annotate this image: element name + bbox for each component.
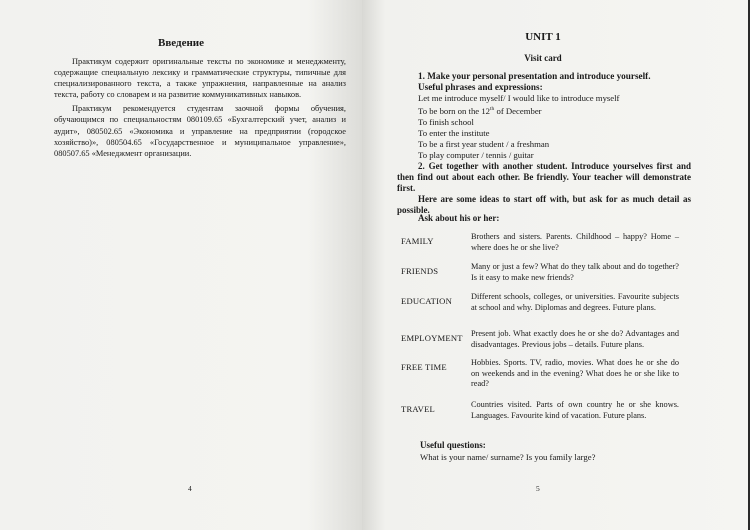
task-2-heading: 2. Get together with another student. Introduce yourselves first and then find out about each other. Be friendly. Your teacher will demonstrate first. — [397, 161, 691, 194]
topic-description: Brothers and sisters. Parents. Childhood – happy? Home – where does he or she live? — [471, 232, 679, 252]
task-2 — [397, 161, 691, 216]
task-1-heading: 1. Make your personal presentation and introduce yourself. — [418, 71, 651, 81]
unit-title: UNIT 1 — [525, 31, 561, 43]
page-number: 4 — [188, 484, 192, 493]
phrase-item: To enter the institute — [418, 127, 490, 138]
ask-about-heading: Ask about his or her: — [418, 213, 500, 223]
phrase-item: To play computer / tennis / guitar — [418, 149, 534, 160]
phrases-heading: Useful phrases and expressions: — [418, 82, 543, 92]
intro-paragraph: Практикум рекомендуется студентам заочной формы обучения, обучающимся по специальностям 080109.65 «Бухгалтерский учет, анализ и аудит», 080502.65 «Экономика и управление на предприятии (городское хозяйство)», 080504.65 «Государственное и муниципальное управление», 080507.65 «Менеджмент организации. — [54, 104, 346, 158]
topic-description: Different schools, colleges, or universities. Favourite subjects at school and why. Diplomas and degrees. Future plans. — [471, 292, 679, 312]
phrase-item: To be a first year student / a freshman — [418, 138, 550, 149]
topic-label: FAMILY — [401, 236, 434, 246]
topic-label: FRIENDS — [401, 266, 439, 276]
topic-label: EDUCATION — [401, 296, 452, 306]
ideas-text: Here are some ideas to start off with, but ask for as much detail as possible. — [397, 194, 691, 216]
topic-label: TRAVEL — [401, 404, 435, 414]
page-number: 5 — [536, 484, 540, 493]
topic-label: EMPLOYMENT — [401, 333, 463, 343]
topic-description: Present job. What exactly does he or she do? Advantages and disadvantages. Previous jobs – details. Future plans. — [471, 329, 679, 349]
intro-paragraph: Практикум содержит оригинальные тексты по экономике и менеджменту, содержащие специальную лексику и грамматические структуры, типичные для специализированного текста, а также упражнения, направленные на анализ текста, работу со словарем и на развитие коммуникативных навыков. — [54, 57, 346, 100]
topic-description: Many or just a few? What do they talk about and do together? Is it easy to make new friends? — [471, 262, 679, 282]
useful-questions-heading: Useful questions: — [420, 440, 486, 450]
unit-subtitle: Visit card — [524, 53, 562, 63]
topic-description: Hobbies. Sports. TV, radio, movies. What does he or she do on weekends and in the evening? What does he or she like to read? — [471, 358, 679, 389]
useful-question: What is your name/ surname? Is you family large? — [420, 452, 596, 462]
phrase-item: To finish school — [418, 116, 474, 127]
intro-text — [54, 56, 346, 162]
topic-label: FREE TIME — [401, 362, 447, 372]
page-title: Введение — [157, 37, 205, 49]
phrase-item: To be born on the 12th of December — [418, 105, 542, 116]
topic-description: Countries visited. Parts of own country he or she knows. Languages. Favourite kind of vacation. Future plans. — [471, 400, 679, 420]
phrases-list — [418, 93, 619, 161]
phrase-item: Let me introduce myself/ I would like to introduce myself — [418, 93, 620, 103]
